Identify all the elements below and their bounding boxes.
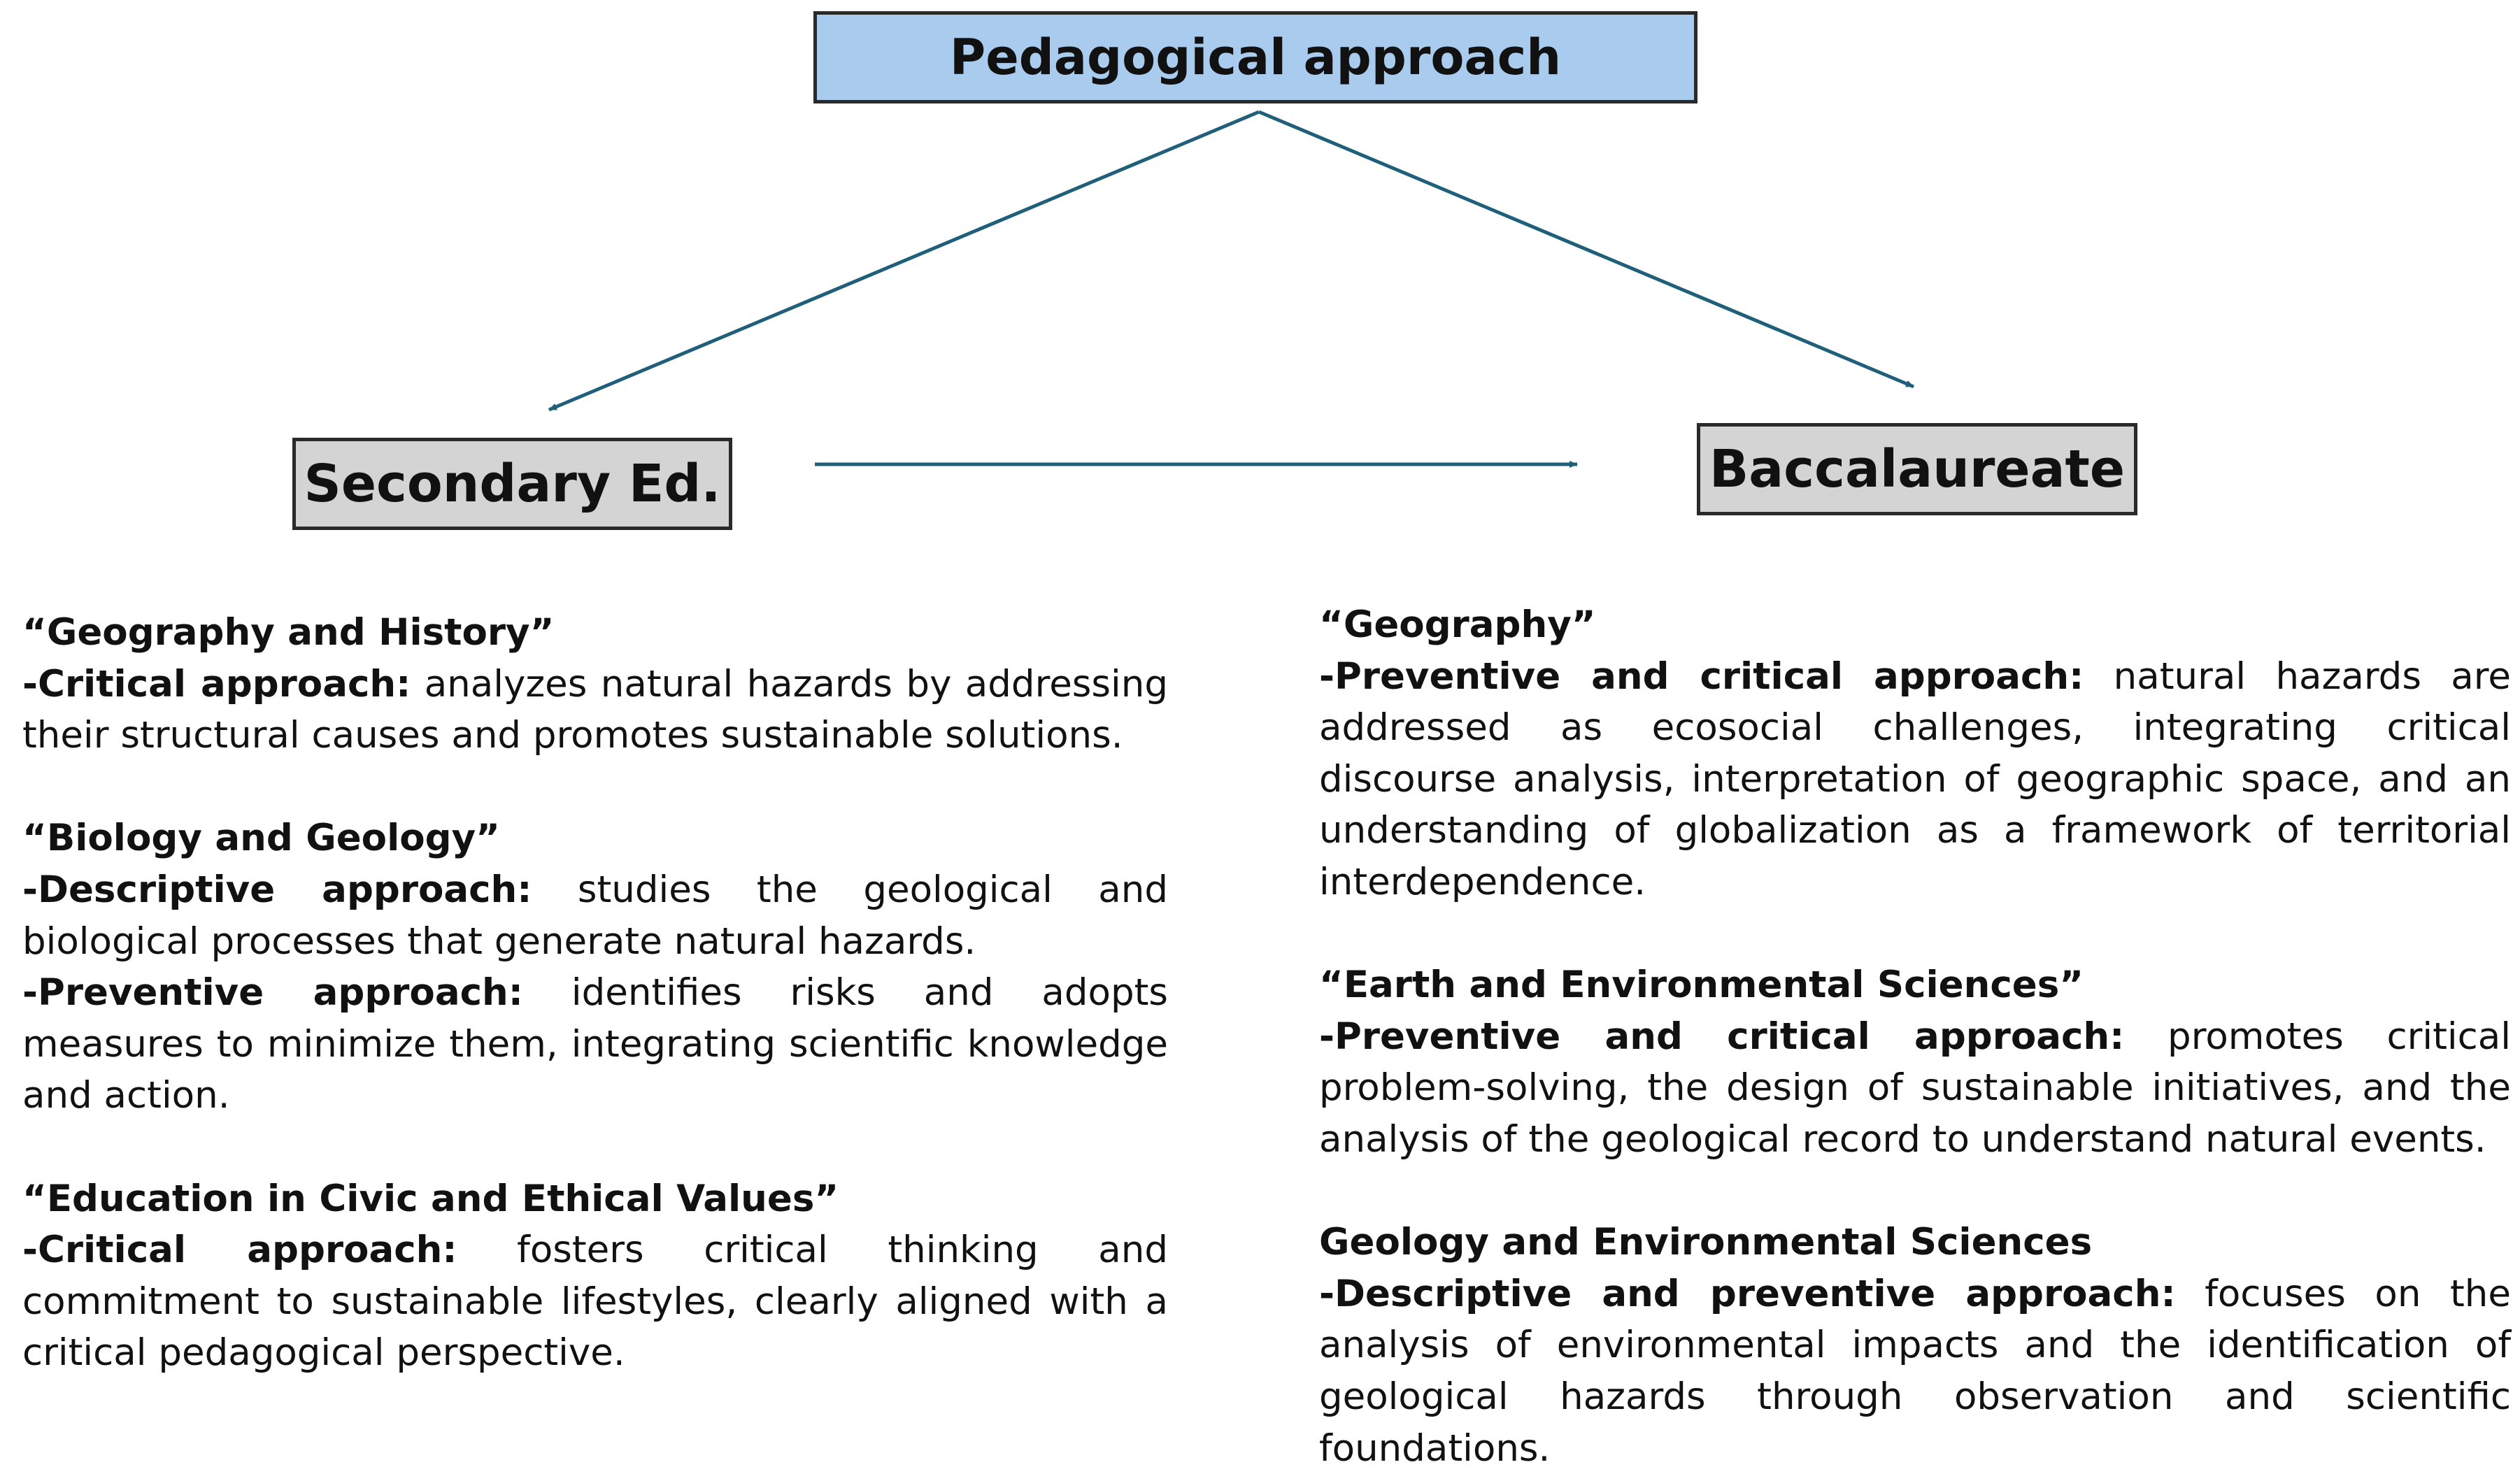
approach-lead: -Descriptive approach: xyxy=(22,868,532,911)
approach-description xyxy=(22,864,1168,967)
subject-title: “Earth and Environmental Sciences” xyxy=(1319,964,2084,1007)
subject-biology-geology xyxy=(22,813,1168,1122)
arrow-root-to-secondary xyxy=(549,112,1259,410)
pedagogical-approach-node: Pedagogical approach xyxy=(813,11,1697,103)
baccalaureate-subjects-column xyxy=(1319,599,2511,1474)
subject-title: “Geography” xyxy=(1319,603,1596,646)
approach-lead: -Preventive approach: xyxy=(22,971,523,1015)
approach-description xyxy=(1319,1268,2511,1474)
approach-lead: -Preventive and critical approach: xyxy=(1319,654,2084,698)
approach-text: studies the geological and biological processes that generate natural hazards. xyxy=(22,868,1168,963)
subject-earth-environmental-sciences xyxy=(1319,959,2511,1165)
subject-civic-ethical-values xyxy=(22,1173,1168,1379)
subject-geography xyxy=(1319,599,2511,908)
approach-description xyxy=(22,1224,1168,1379)
baccalaureate-node: Baccalaureate xyxy=(1697,423,2137,515)
approach-description xyxy=(22,659,1168,761)
approach-text: identifies risks and adopts measures to minimize them, integrating scientific knowledge and action. xyxy=(22,971,1168,1117)
approach-lead: -Critical approach: xyxy=(22,1229,457,1272)
approach-description xyxy=(22,967,1168,1122)
approach-text: fosters critical thinking and commitment to sustainable lifestyles, clearly aligned with a critical pedagogical perspective. xyxy=(22,1229,1168,1375)
approach-lead: -Critical approach: xyxy=(22,662,411,706)
approach-lead: -Descriptive and preventive approach: xyxy=(1319,1272,2176,1315)
approach-text: promotes critical problem-solving, the design of sustainable initiatives, and the analysis of the geological record to understand natural events. xyxy=(1319,1015,2512,1161)
approach-text: analyzes natural hazards by addressing their structural causes and promotes sustainable solutions. xyxy=(22,662,1168,757)
approach-description xyxy=(1319,1011,2511,1166)
secondary-subjects-column xyxy=(22,607,1168,1379)
subject-geography-history xyxy=(22,607,1168,761)
subject-title: “Education in Civic and Ethical Values” xyxy=(22,1177,839,1220)
approach-text: natural hazards are addressed as ecosocial challenges, integrating critical discourse analysis, interpretation of geographic space, and an understanding of globalization as a framework of territorial interdependence. xyxy=(1319,654,2512,903)
approach-text: focuses on the analysis of environmental impacts and the identification of geological hazards through observation and scientific foundations. xyxy=(1319,1272,2511,1470)
subject-title: “Biology and Geology” xyxy=(22,817,500,860)
subject-geology-environmental-sciences xyxy=(1319,1217,2511,1474)
subject-title: Geology and Environmental Sciences xyxy=(1319,1221,2093,1264)
approach-lead: -Preventive and critical approach: xyxy=(1319,1015,2125,1058)
approach-description xyxy=(1319,651,2511,908)
arrow-root-to-baccalaureate xyxy=(1259,112,1914,387)
secondary-ed-node: Secondary Ed. xyxy=(292,438,732,530)
subject-title: “Geography and History” xyxy=(22,611,555,654)
